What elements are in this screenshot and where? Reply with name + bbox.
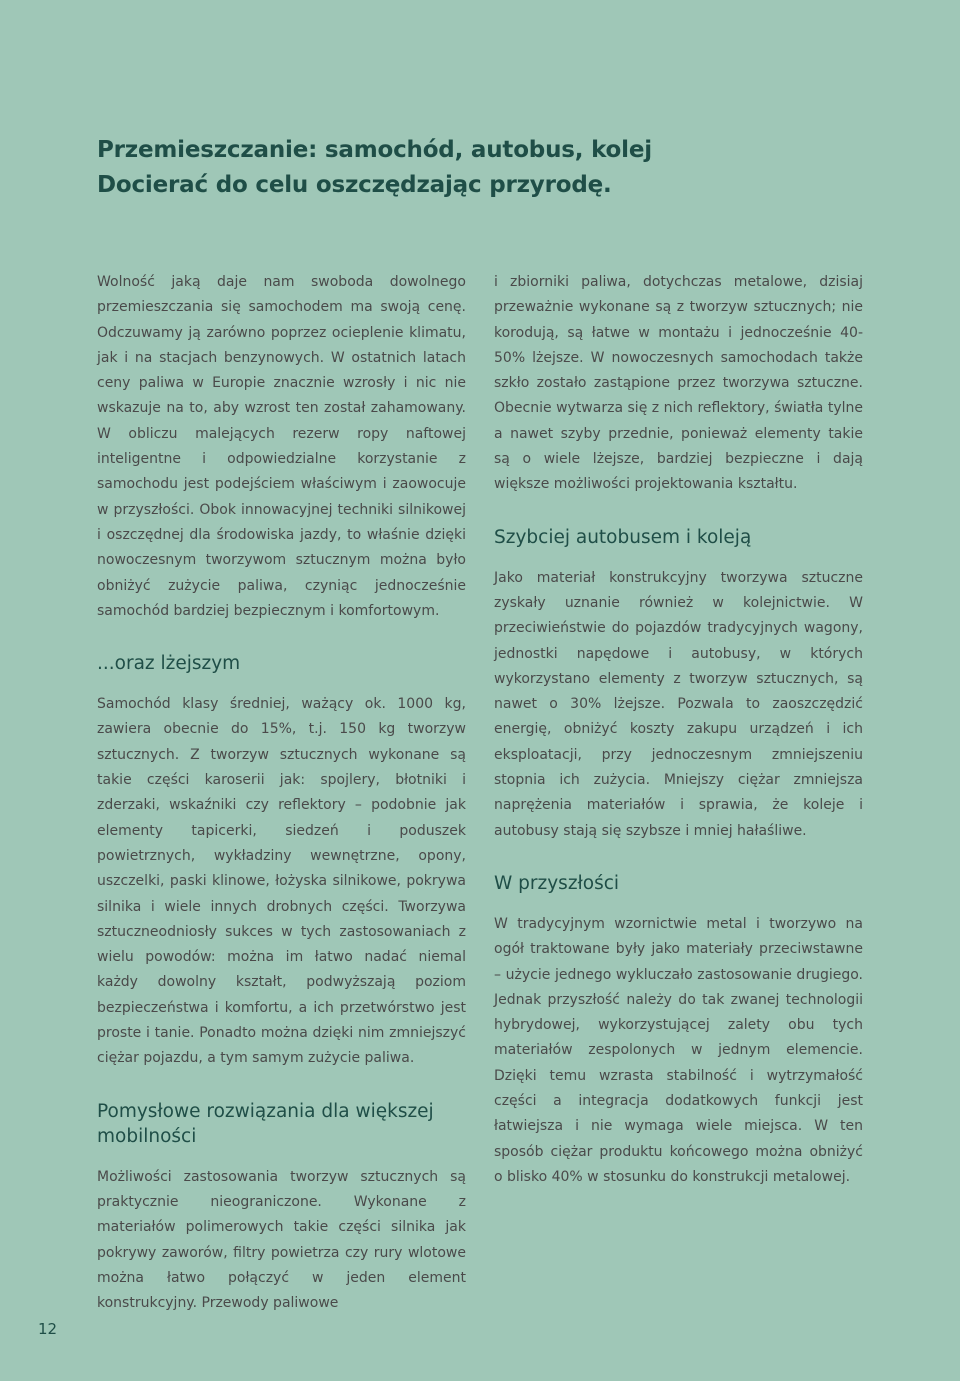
- title-line-1: Przemieszczanie: samochód, autobus, kolej: [97, 137, 652, 163]
- szybciej-paragraph: Jako materiał konstrukcyjny tworzywa sztuczne zyskały uznanie również w kolejnictwie. W przeciwieństwie do pojazdów tradycyjnych wagony, jednostki napędowe i autobusy, w których wykorzystano elementy z tworzyw sztucznych, są nawet o 30% lżejsze. Pozwala to zaoszczędzić energię, obniżyć koszty zakupu urządzeń i ich eksploatacji, przy jednoczesnym zmniejszeniu stopnia ich zużycia. Mniejszy ciężar zmniejsza naprężenia materiałów i sprawia, że koleje i autobusy stają się szybsze i mniej hałaśliwe.: [494, 569, 863, 839]
- title-line-2: Docierać do celu oszczędzając przyrodę.: [97, 172, 612, 198]
- section-heading-przyszlosc: W przyszłości: [494, 872, 620, 894]
- page-title: [97, 133, 917, 203]
- pomyslowe-paragraph: Możliwości zastosowania tworzyw sztucznych są praktycznie nieograniczone. Wykonane z materiałów polimerowych takie części silnika jak pokrywy zaworów, filtry powietrza czy rury wlotowe można łatwo połączyć w jeden element konstrukcyjny. Przewody paliwowe: [97, 1168, 466, 1312]
- intro-paragraph: Wolność jaką daje nam swoboda dowolnego przemieszczania się samochodem ma swoją cenę. Odczuwamy ją zarówno poprzez ocieplenie klimatu, jak i na stacjach benzynowych. W ostatnich latach ceny paliwa w Europie znacznie wzrosły i nic nie wskazuje na to, aby wzrost ten został zahamowany. W obliczu malejących rezerw ropy naftowej inteligentne i odpowiedzialne korzystanie z samochodu jest podejściem właściwym i zaowocuje w przyszłości. Obok innowacyjnej techniki silnikowej i oszczędnej dla środowiska jazdy, to właśnie dzięki nowoczesnym tworzywom sztucznym można było obniżyć zużycie paliwa, czyniąc jednocześnie samochód bardziej bezpiecznym i komfortowym.: [97, 274, 466, 619]
- continuation-paragraph: i zbiorniki paliwa, dotychczas metalowe, dzisiaj przeważnie wykonane są z tworzyw sztucznych; nie korodują, są łatwe w montażu i jednocześnie 40-50% lżejsze. W nowoczesnych samochodach także szkło zostało zastąpione przez tworzywa sztuczne. Obecnie wytwarza się z nich reflektory, światła tylne a nawet szyby przednie, ponieważ elementy takie są o wiele lżejsze, bardziej bezpieczne i dają większe możliwości projektowania kształtu.: [494, 274, 863, 493]
- page-number: 12: [38, 1320, 58, 1338]
- section-heading-oraz: ...oraz lżejszym: [97, 653, 241, 675]
- section-heading-pomyslowe: Pomysłowe rozwiązania dla większej mobilności: [97, 1100, 434, 1147]
- section-heading-szybciej: Szybciej autobusem i koleją: [494, 526, 752, 548]
- right-column: [494, 270, 863, 1190]
- oraz-paragraph: Samochód klasy średniej, ważący ok. 1000 kg, zawiera obecnie do 15%, t.j. 150 kg tworzyw sztucznych. Z tworzyw sztucznych wykonane są takie części karoserii jak: spojlery, błotniki i zderzaki, wskaźniki czy reflektory – podobnie jak elementy tapicerki, siedzeń i poduszek powietrznych, wykładziny wewnętrzne, opony, uszczelki, paski klinowe, łożyska silnikowe, pokrywa silnika i wiele innych drobnych części. Tworzywa sztucznеodniosły sukces w tych zastosowaniach z wielu powodów: można im łatwo nadać niemal każdy dowolny kształt, podwyższają poziom bezpieczeństwa i komfortu, a ich przetwórstwo jest proste i tanie. Ponadto można dzięki nim zmniejszyć ciężar pojazdu, a tym samym zużycie paliwa.: [97, 696, 466, 1067]
- left-column: [97, 270, 466, 1316]
- przyszlosc-paragraph: W tradycyjnym wzornictwie metal i tworzywo na ogół traktowane były jako materiały przeciwstawne – użycie jednego wykluczało zastosowanie drugiego. Jednak przyszłość należy do tak zwanej technologii hybrydowej, wykorzystującej zalety obu tych materiałów zespolonych w jednym elemencie. Dzięki temu wzrasta stabilność i wytrzymałość części a integracja dodatkowych funkcji jest łatwiejsza i nie wymaga wiele miejsca. W ten sposób ciężar produktu końcowego można obniżyć o blisko 40% w stosunku do konstrukcji metalowej.: [494, 915, 863, 1185]
